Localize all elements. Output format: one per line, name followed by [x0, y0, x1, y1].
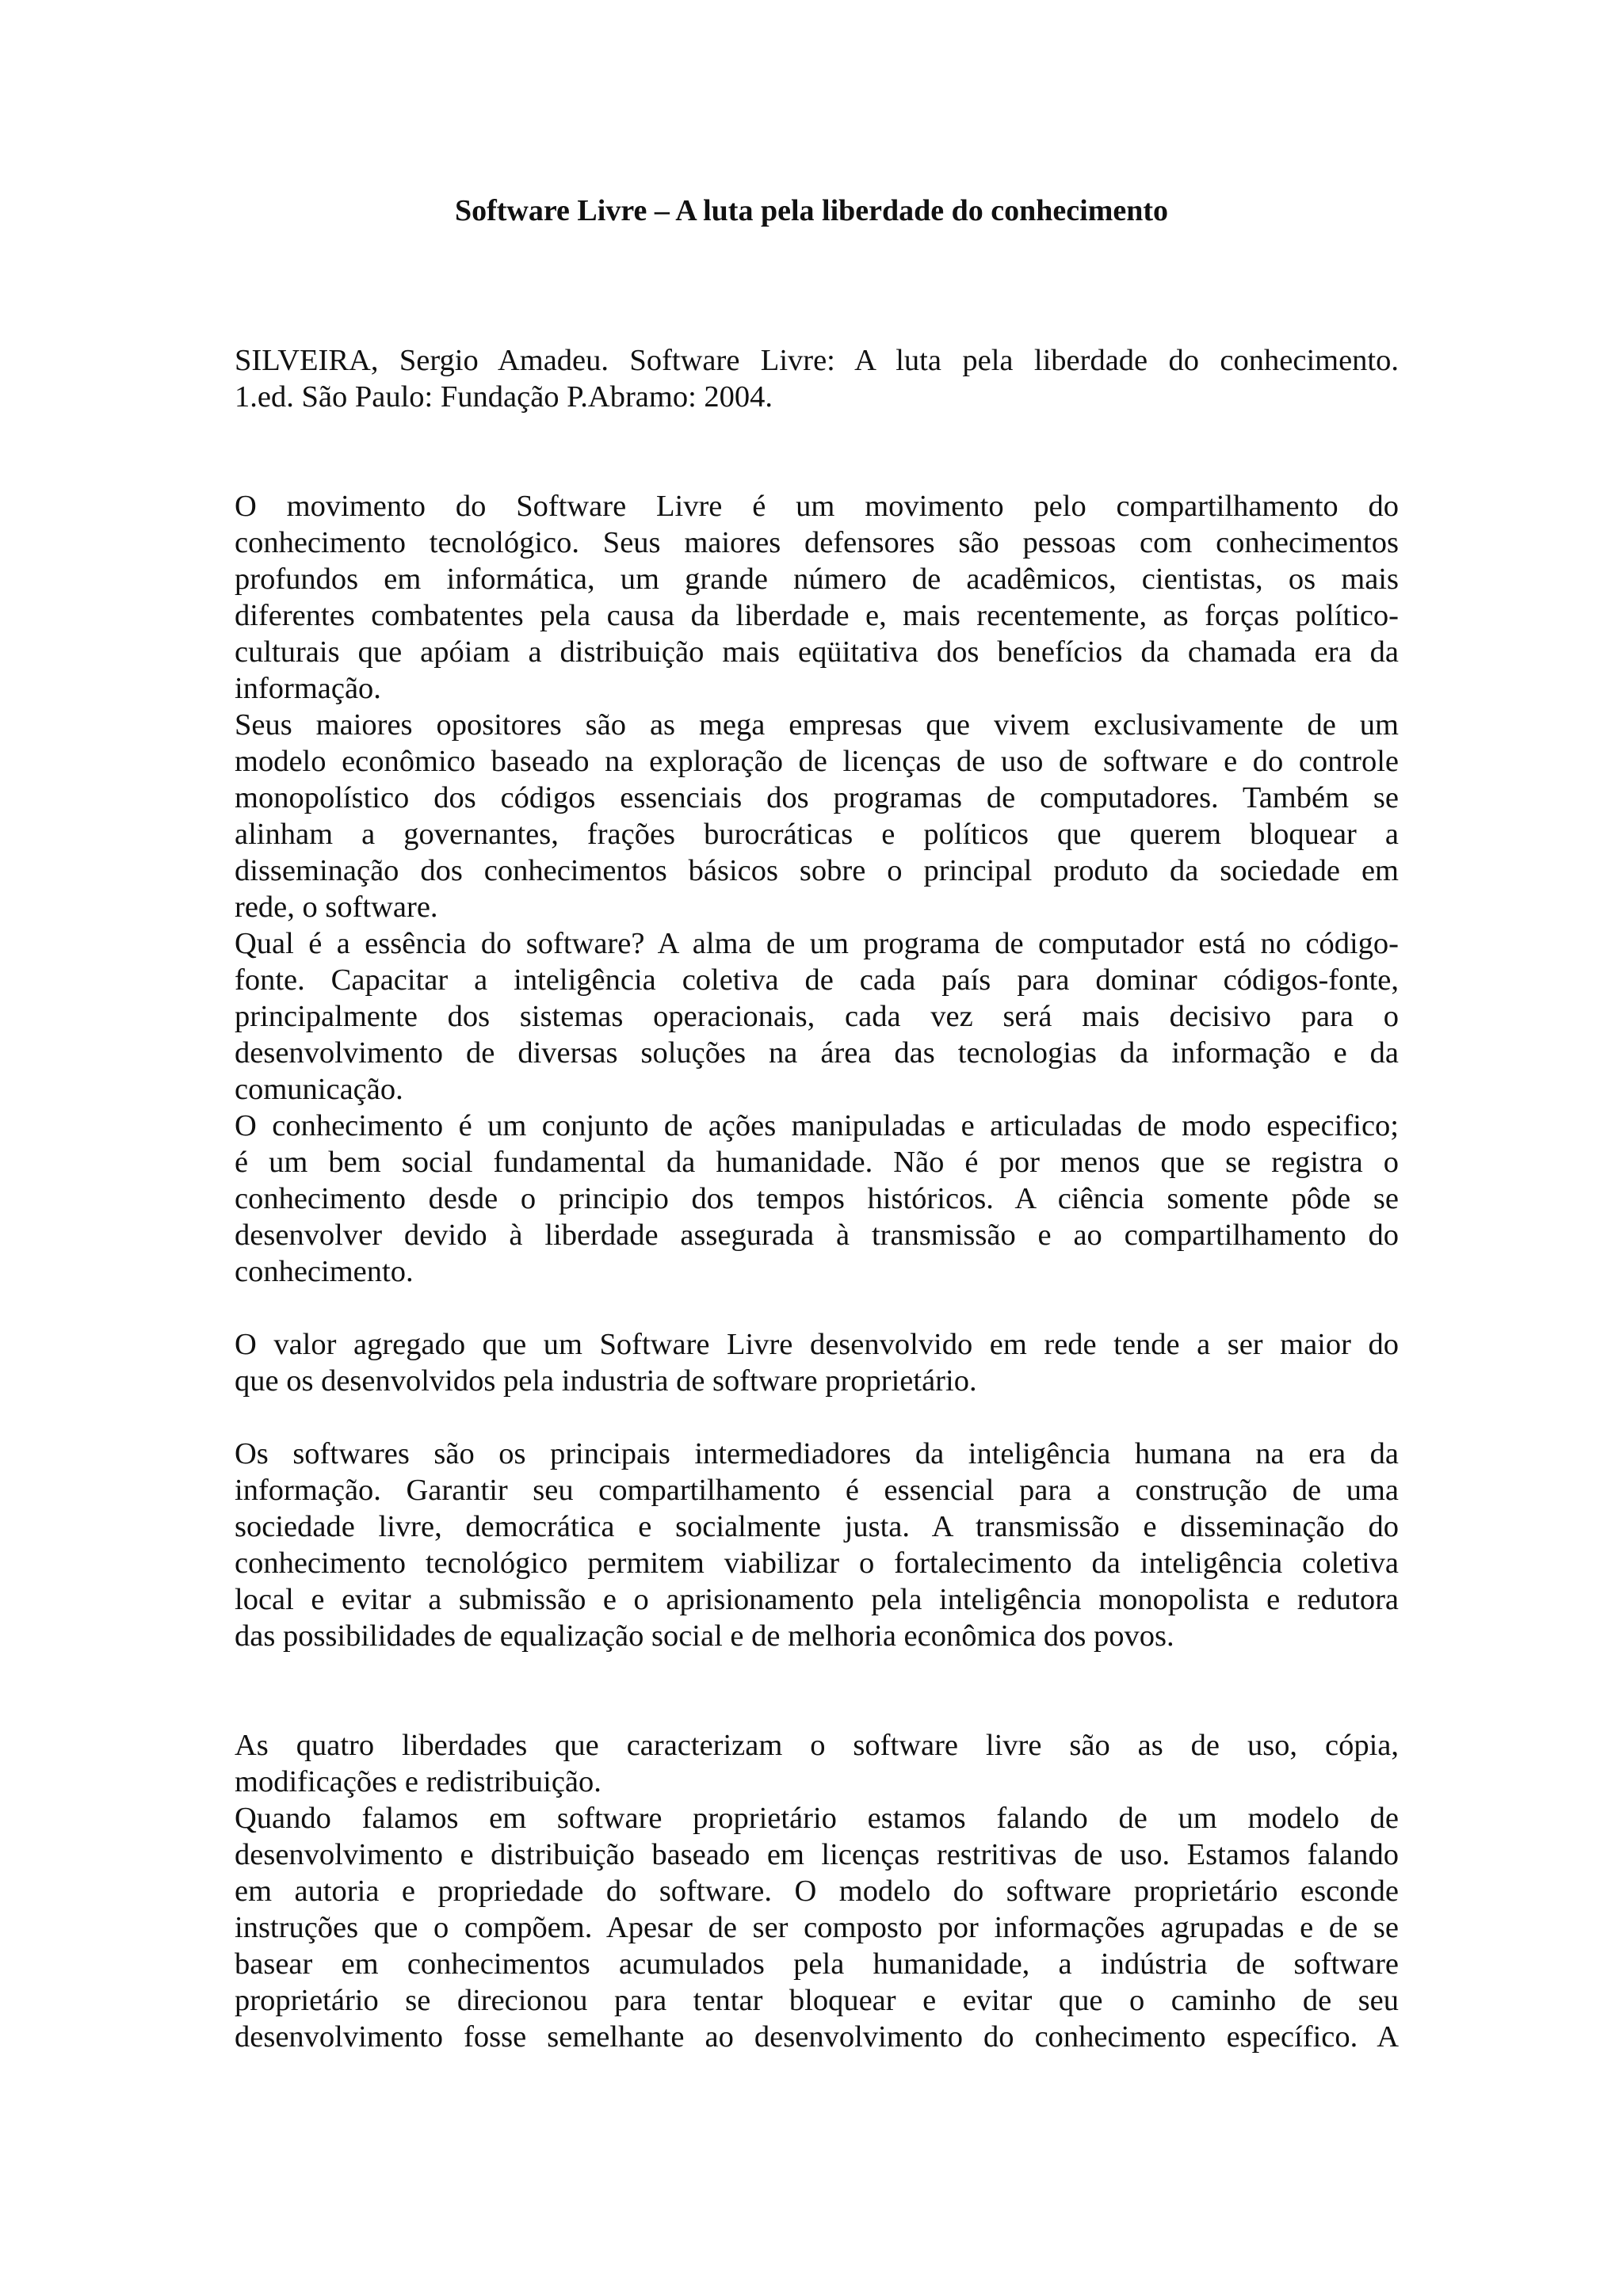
text-line: instruções que o compõem. Apesar de ser composto por informações agrupadas e de se	[235, 1911, 1399, 1944]
paragraph-gap	[235, 415, 1399, 488]
paragraph-gap	[235, 1290, 1399, 1326]
text-line: desenvolvimento fosse semelhante ao desenvolvimento do conhecimento específico. A	[235, 2020, 1399, 2054]
text-line: Qual é a essência do software? A alma de um programa de computador está no código-	[235, 927, 1399, 960]
paragraph-gap	[235, 1399, 1399, 1436]
text-line: profundos em informática, um grande número de acadêmicos, cientistas, os mais	[235, 563, 1399, 596]
text-line: modelo econômico baseado na exploração de licenças de uso de software e do controle	[235, 745, 1399, 778]
text-line: desenvolvimento de diversas soluções na área das tecnologias da informação e da	[235, 1036, 1399, 1070]
text-line: 1.ed. São Paulo: Fundação P.Abramo: 2004.	[235, 380, 773, 414]
text-line: das possibilidades de equalização social e de melhoria econômica dos povos.	[235, 1619, 1174, 1653]
text-line: Seus maiores opositores são as mega empresas que vivem exclusivamente de um	[235, 708, 1399, 742]
text-line: culturais que apóiam a distribuição mais eqüitativa dos benefícios da chamada era da	[235, 635, 1399, 669]
paragraph-gap	[235, 1654, 1399, 1727]
text-line: desenvolver devido à liberdade assegurada à transmissão e ao compartilhamento do	[235, 1219, 1399, 1252]
text-line: que os desenvolvidos pela industria de software proprietário.	[235, 1364, 977, 1398]
text-line: Os softwares são os principais intermediadores da inteligência humana na era da	[235, 1437, 1399, 1470]
text-line: diferentes combatentes pela causa da liberdade e, mais recentemente, as forças político-	[235, 599, 1399, 632]
text-line: O movimento do Software Livre é um movimento pelo compartilhamento do	[235, 490, 1399, 523]
text-line: basear em conhecimentos acumulados pela humanidade, a indústria de software	[235, 1947, 1399, 1981]
text-line: principalmente dos sistemas operacionais, cada vez será mais decisivo para o	[235, 1000, 1399, 1033]
document-body	[235, 342, 1399, 2055]
text-line: O valor agregado que um Software Livre desenvolvido em rede tende a ser maior do	[235, 1328, 1399, 1361]
text-line: monopolístico dos códigos essenciais dos programas de computadores. Também se	[235, 781, 1399, 814]
text-line: SILVEIRA, Sergio Amadeu. Software Livre: A luta pela liberdade do conhecimento.	[235, 344, 1399, 377]
text-line: proprietário se direcionou para tentar bloquear e evitar que o caminho de seu	[235, 1984, 1399, 2017]
text-line: O conhecimento é um conjunto de ações manipuladas e articuladas de modo especifico;	[235, 1109, 1399, 1142]
text-line: desenvolvimento e distribuição baseado em licenças restritivas de uso. Estamos falando	[235, 1838, 1399, 1871]
text-line: local e evitar a submissão e o aprisionamento pela inteligência monopolista e redutora	[235, 1583, 1399, 1616]
text-line: conhecimento tecnológico. Seus maiores defensores são pessoas com conhecimentos	[235, 526, 1399, 559]
text-line: conhecimento desde o principio dos tempos históricos. A ciência somente pôde se	[235, 1182, 1399, 1215]
text-line: fonte. Capacitar a inteligência coletiva de cada país para dominar códigos-fonte,	[235, 963, 1399, 997]
text-line: informação.	[235, 672, 381, 705]
text-line: conhecimento tecnológico permitem viabilizar o fortalecimento da inteligência coletiva	[235, 1547, 1399, 1580]
text-line: em autoria e propriedade do software. O modelo do software proprietário esconde	[235, 1875, 1399, 1908]
text-line: é um bem social fundamental da humanidade. Não é por menos que se registra o	[235, 1146, 1399, 1179]
text-line: modificações e redistribuição.	[235, 1765, 601, 1798]
document-title: Software Livre – A luta pela liberdade do conhecimento	[454, 194, 1168, 227]
text-line: informação. Garantir seu compartilhamento é essencial para a construção de uma	[235, 1474, 1399, 1507]
text-line: As quatro liberdades que caracterizam o software livre são as de uso, cópia,	[235, 1729, 1399, 1762]
text-line: alinham a governantes, frações burocráticas e políticos que querem bloquear a	[235, 818, 1399, 851]
text-line: rede, o software.	[235, 891, 438, 924]
text-line: comunicação.	[235, 1073, 403, 1106]
text-line: disseminação dos conhecimentos básicos sobre o principal produto da sociedade em	[235, 854, 1399, 887]
text-line: sociedade livre, democrática e socialmente justa. A transmissão e disseminação do	[235, 1510, 1399, 1543]
text-line: conhecimento.	[235, 1255, 414, 1288]
text-line: Quando falamos em software proprietário estamos falando de um modelo de	[235, 1802, 1399, 1835]
